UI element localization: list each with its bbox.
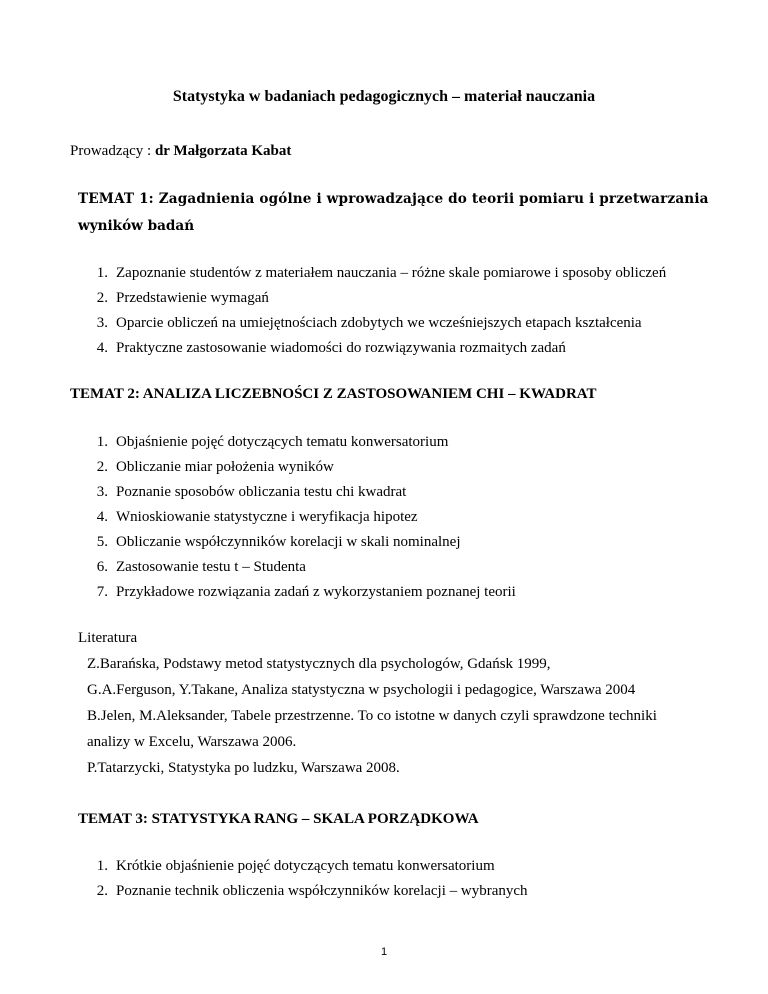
literature-entry: analizy w Excelu, Warszawa 2006. — [87, 734, 297, 750]
list-item — [86, 265, 666, 282]
list-item — [86, 858, 495, 875]
literature-heading: Literatura — [78, 630, 138, 646]
item-text: Oparcie obliczeń na umiejętnościach zdobytych we wcześniejszych etapach kształcenia — [116, 315, 642, 331]
topic1-heading: TEMAT 1: Zagadnienia ogólne i wprowadzające do teorii pomiaru i przetwarzania — [78, 191, 709, 207]
list-item — [86, 883, 528, 900]
item-number: 7. — [96, 584, 108, 600]
item-number: 1. — [96, 265, 108, 281]
list-item — [86, 584, 516, 601]
list-item — [86, 509, 418, 526]
literature-entry: Z.Barańska, Podstawy metod statystycznych dla psychologów, Gdańsk 1999, — [87, 656, 551, 672]
instructor-line — [70, 143, 291, 160]
item-text: Obliczanie współczynników korelacji w skali nominalnej — [116, 534, 461, 550]
item-number: 6. — [96, 559, 108, 575]
item-text: Obliczanie miar położenia wyników — [116, 459, 334, 475]
item-number: 2. — [96, 290, 108, 306]
item-number: 3. — [96, 484, 108, 500]
instructor-label: Prowadzący : — [70, 143, 155, 159]
literature-entry: G.A.Ferguson, Y.Takane, Analiza statystyczna w psychologii i pedagogice, Warszawa 2004 — [87, 682, 636, 698]
item-text: Przedstawienie wymagań — [116, 290, 269, 306]
item-text: Poznanie technik obliczenia współczynników korelacji – wybranych — [116, 883, 528, 899]
topic1-heading-cont: wyników badań — [78, 218, 195, 234]
item-number: 4. — [96, 509, 108, 525]
item-text: Przykładowe rozwiązania zadań z wykorzystaniem poznanej teorii — [116, 584, 516, 600]
item-text: Zapoznanie studentów z materiałem nauczania – różne skale pomiarowe i sposoby obliczeń — [116, 265, 667, 281]
topic2-heading: TEMAT 2: ANALIZA LICZEBNOŚCI Z ZASTOSOWANIEM CHI – KWADRAT — [70, 386, 597, 402]
item-number: 2. — [96, 883, 108, 899]
item-text: Poznanie sposobów obliczania testu chi kwadrat — [116, 484, 407, 500]
list-item — [86, 559, 306, 576]
item-number: 5. — [96, 534, 108, 550]
instructor-name: dr Małgorzata Kabat — [154, 143, 292, 159]
item-number: 3. — [96, 315, 108, 331]
item-text: Zastosowanie testu t – Studenta — [116, 559, 306, 575]
list-item — [86, 534, 461, 551]
list-item — [86, 290, 269, 307]
item-number: 2. — [96, 459, 108, 475]
item-number: 1. — [96, 434, 108, 450]
literature-entry: P.Tatarzycki, Statystyka po ludzku, Warszawa 2008. — [87, 760, 400, 776]
item-text: Wnioskiowanie statystyczne i weryfikacja hipotez — [116, 509, 418, 525]
item-text: Objaśnienie pojęć dotyczących tematu konwersatorium — [116, 434, 449, 450]
item-number: 4. — [96, 340, 108, 356]
item-text: Praktyczne zastosowanie wiadomości do rozwiązywania rozmaitych zadań — [116, 340, 566, 356]
list-item — [86, 484, 406, 501]
literature-entry: B.Jelen, M.Aleksander, Tabele przestrzenne. To co istotne w danych czyli sprawdzone techniki — [87, 708, 657, 724]
list-item — [86, 315, 642, 332]
list-item — [86, 340, 566, 357]
item-number: 1. — [96, 858, 108, 874]
document-title: Statystyka w badaniach pedagogicznych – materiał nauczania — [172, 88, 596, 105]
item-text: Krótkie objaśnienie pojęć dotyczących tematu konwersatorium — [116, 858, 495, 874]
list-item — [86, 459, 334, 476]
topic3-heading: TEMAT 3: STATYSTYKA RANG – SKALA PORZĄDKOWA — [78, 811, 479, 827]
page-number: 1 — [380, 946, 388, 958]
list-item — [86, 434, 448, 451]
